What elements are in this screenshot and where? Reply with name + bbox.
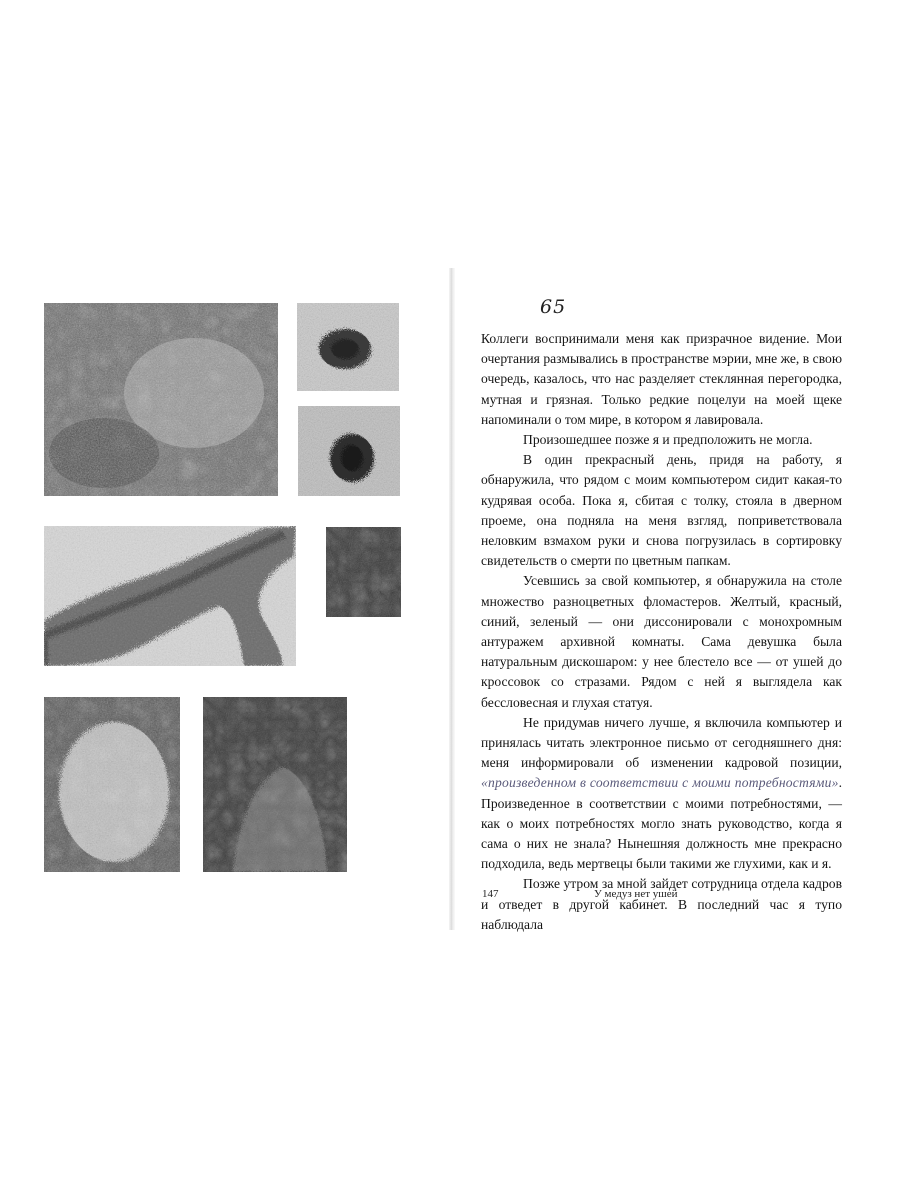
artwork-plate-light-bloom [44, 697, 180, 872]
paragraph [481, 450, 842, 571]
artwork-plate-large-texture [44, 303, 278, 496]
artwork-plate-small-dark [326, 527, 401, 617]
paragraph [481, 571, 842, 712]
running-title: У медуз нет ушей [594, 888, 678, 900]
chapter-number: 65 [540, 296, 567, 318]
paragraph-text: Коллеги воспринимали меня как призрачное видение. Мои очертания размывались в пространстве мэрии, мне же, в свою очередь, казалось, что нас разделяет стеклянная перегородка, мутная и грязная. Только редкие поцелуи на моей щеке напоминали о том мире, в котором я лавировала. [481, 331, 842, 427]
artwork-plate-fingerprint-top [297, 303, 399, 391]
artwork-plate-diagonal-stain [44, 526, 296, 666]
book-gutter [449, 268, 455, 930]
artwork-plate-fingerprint-bottom [298, 406, 400, 496]
body-text [481, 329, 842, 935]
paragraph [481, 329, 842, 430]
paragraph-text: Усевшись за свой компьютер, я обнаружила на столе множество разноцветных фломастеров. Желтый, красный, синий, зеленый — они диссонировали с монохромным антуражем архивной комнаты. Сама девушка была натуральным дискошаром: у нее блестело все — от ушей до кроссовок со стразами. Рядом с ней я выглядела как бессловесная и глухая статуя. [481, 573, 842, 710]
paragraph-text: Позже утром за мной зайдет сотрудница отдела кадров и отведет в другой кабинет. В последний час я тупо наблюдала [481, 876, 842, 932]
artwork-plate-dark-arch [203, 697, 347, 872]
paragraph [481, 713, 842, 875]
paragraph [481, 874, 842, 935]
paragraph [481, 430, 842, 450]
quoted-text: «произведенном в соответствии с моими потребностями» [481, 775, 839, 791]
paragraph-text: . Произведенное в соответствии с моими потребностями, — как о моих потребностях могло знать руководство, когда я сама о них не знала? Нынешняя должность мне прекрасно подходила, ведь мертвецы были такими же глухими, как и я. [481, 775, 842, 872]
page-number: 147 [482, 888, 499, 900]
paragraph-text: В один прекрасный день, придя на работу, я обнаружила, что рядом с моим компьютером сидит какая-то кудрявая особа. Пока я, сбитая с толку, стояла в дверном проеме, она подняла на меня взгляд, поприветствовала неловким взмахом руки и снова погрузилась в сортировку свидетельств о смерти по цветным папкам. [481, 452, 842, 569]
paragraph-text: Не придумав ничего лучше, я включила компьютер и принялась читать электронное письмо от сегодняшнего дня: меня информировали об изменении кадровой позиции, [481, 714, 842, 771]
paragraph-text: Произошедшее позже я и предположить не могла. [523, 432, 813, 448]
